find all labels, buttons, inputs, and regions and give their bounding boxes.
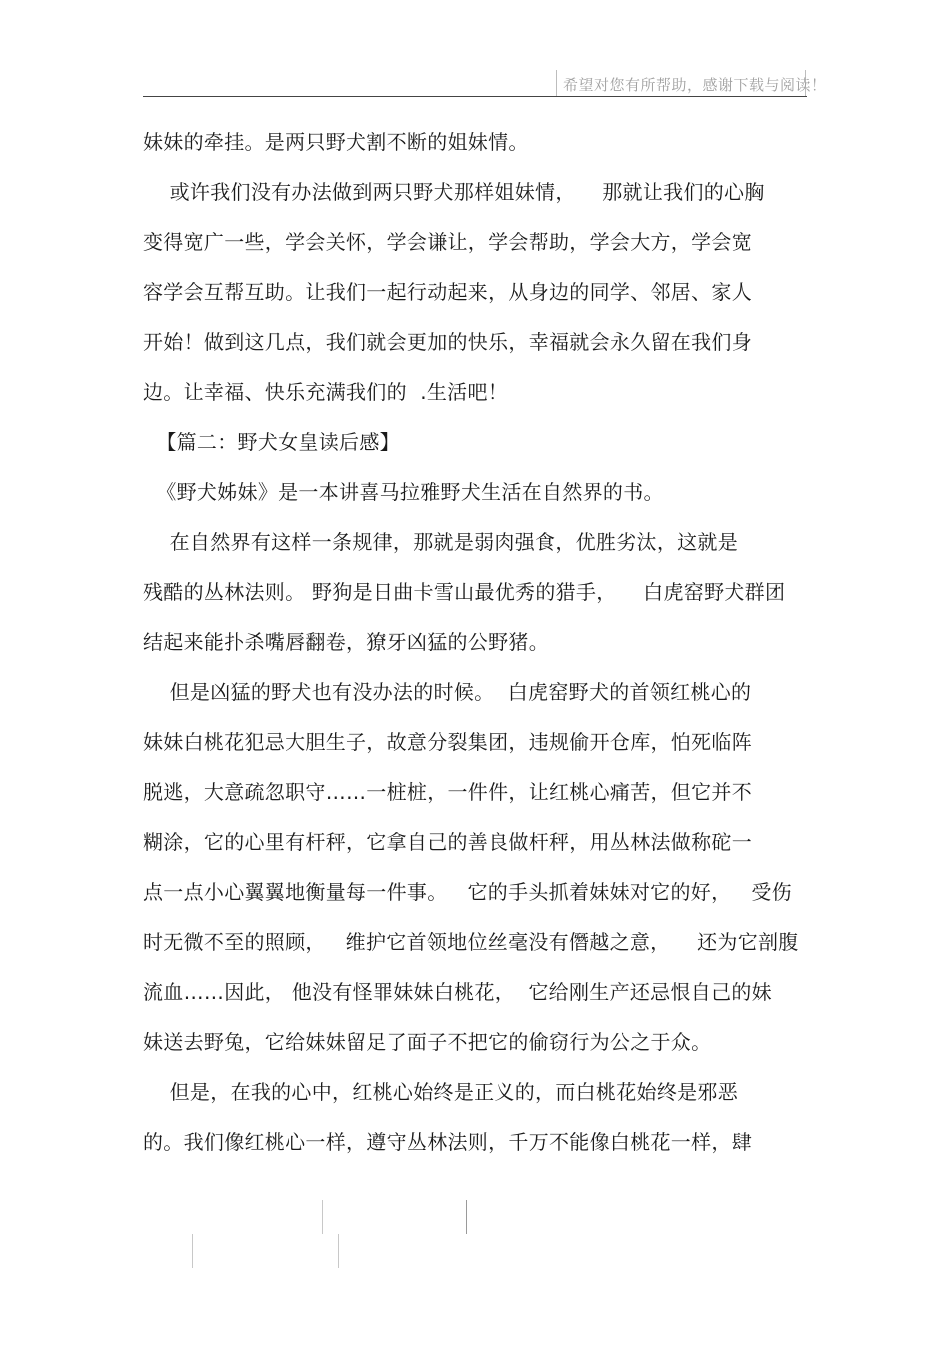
header-rule bbox=[143, 96, 807, 97]
text-line: 开始！做到这几点，我们就会更加的快乐，幸福就会永久留在我们身 bbox=[143, 330, 752, 354]
text-line: 但是，在我的心中，红桃心始终是正义的，而白桃花始终是邪恶 bbox=[143, 1080, 739, 1104]
text-line: 妹妹白桃花犯忌大胆生子，故意分裂集团，违规偷开仓库，怕死临阵 bbox=[143, 730, 752, 754]
header-text: 希望对您有所帮助，感谢下载与阅读！ bbox=[563, 76, 827, 94]
text-line: 妹送去野兔，它给妹妹留足了面子不把它的偷窃行为公之于众。 bbox=[143, 1030, 712, 1054]
scan-mark bbox=[192, 1234, 193, 1268]
text-line: 妹妹的牵挂。是两只野犬割不断的姐妹情。 bbox=[143, 130, 529, 154]
text-line: 残酷的丛林法则。 野狗是日曲卡雪山最优秀的猎手， 白虎窑野犬群团 bbox=[143, 580, 786, 604]
text-line: 时无微不至的照顾， 维护它首领地位丝毫没有僭越之意， 还为它剖腹 bbox=[143, 930, 799, 954]
text-line: 《野犬姊妹》是一本讲喜马拉雅野犬生活在自然界的书。 bbox=[143, 480, 664, 504]
text-line: 变得宽广一些，学会关怀，学会谦让，学会帮助，学会大方，学会宽 bbox=[143, 230, 752, 254]
text-line: 脱逃，大意疏忽职守……一桩桩，一件件，让红桃心痛苦，但它并不 bbox=[143, 780, 752, 804]
text-line: 点一点小心翼翼地衡量每一件事。 它的手头抓着妹妹对它的好， 受伤 bbox=[143, 880, 792, 904]
text-line: 容学会互帮互助。让我们一起行动起来，从身边的同学、邻居、家人 bbox=[143, 280, 752, 304]
scan-mark bbox=[466, 1200, 467, 1234]
scan-mark bbox=[322, 1200, 323, 1234]
text-line: 但是凶猛的野犬也有没办法的时候。 白虎窑野犬的首领红桃心的 bbox=[143, 680, 752, 704]
text-line: 边。让幸福、快乐充满我们的 .生活吧！ bbox=[143, 380, 509, 404]
text-line: 糊涂，它的心里有杆秤，它拿自己的善良做杆秤，用丛林法做称砣一 bbox=[143, 830, 752, 854]
text-line: 结起来能扑杀嘴唇翻卷，獠牙凶猛的公野猪。 bbox=[143, 630, 549, 654]
text-line: 在自然界有这样一条规律，那就是弱肉强食，优胜劣汰，这就是 bbox=[143, 530, 739, 554]
scan-mark bbox=[338, 1234, 339, 1268]
section-heading: 【篇二：野犬女皇读后感】 bbox=[143, 430, 400, 454]
text-line: 流血……因此， 他没有怪罪妹妹白桃花， 它给刚生产还忌恨自己的妹 bbox=[143, 980, 772, 1004]
text-line: 的。我们像红桃心一样，遵守丛林法则，千万不能像白桃花一样，肆 bbox=[143, 1130, 752, 1154]
text-line: 或许我们没有办法做到两只野犬那样姐妹情， 那就让我们的心胸 bbox=[143, 180, 765, 204]
